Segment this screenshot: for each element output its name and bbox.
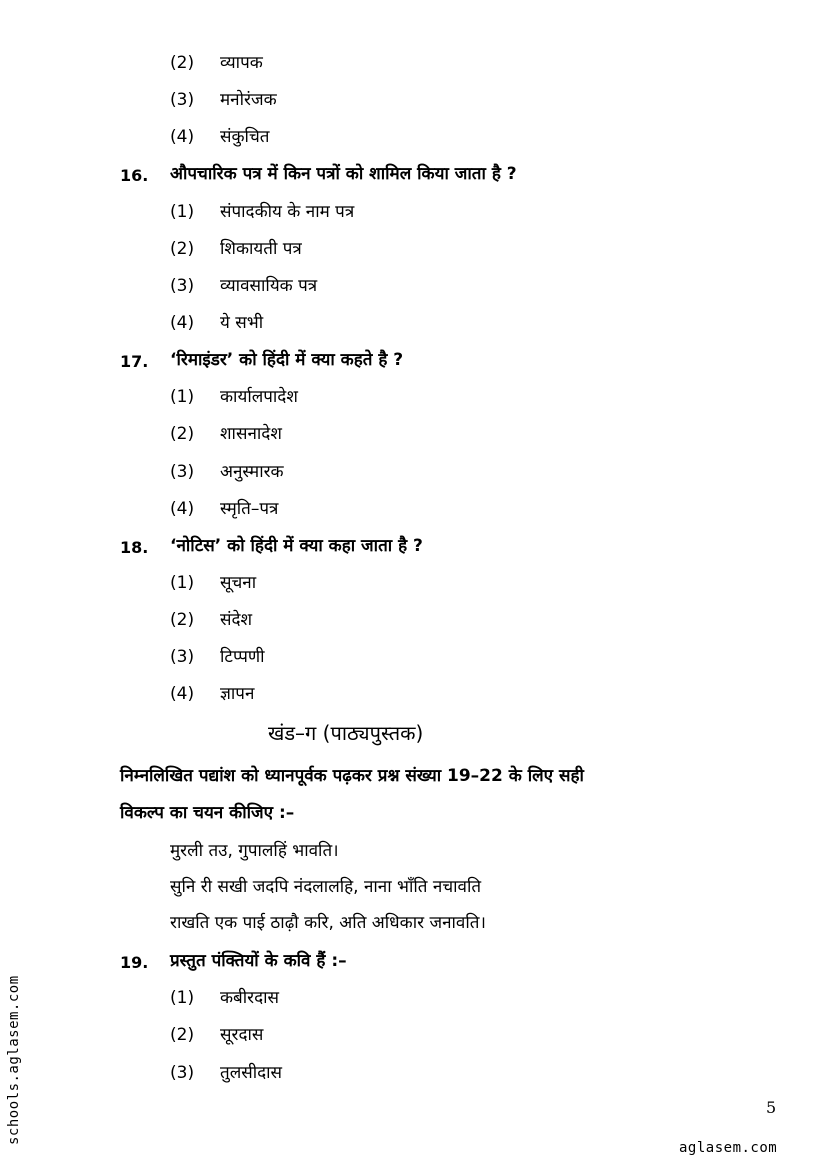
page-number: 5: [766, 1098, 777, 1117]
option-text: मनोरंजक: [220, 90, 277, 110]
option-number: (1): [170, 202, 195, 222]
option-number: (2): [170, 239, 195, 259]
watermark-bottom: aglasem.com: [679, 1140, 778, 1156]
option-text: ज्ञापन: [220, 684, 255, 704]
option-number: (2): [170, 610, 195, 630]
option-number: (2): [170, 53, 195, 73]
question-number: 18.: [120, 538, 149, 557]
option-text: अनुस्मारक: [220, 462, 284, 482]
option-text: शिकायती पत्र: [220, 239, 302, 259]
option-number: (4): [170, 684, 195, 704]
instruction-line: निम्नलिखित पद्यांश को ध्यानपूर्वक पढ़कर प्रश्न संख्या 19–22 के लिए सही: [120, 766, 584, 786]
option-number: (3): [170, 90, 195, 110]
option-text: व्यावसायिक पत्र: [220, 276, 318, 296]
option-number: (3): [170, 462, 195, 482]
watermark-side: schools.aglasem.com: [6, 975, 22, 1145]
option-number: (2): [170, 1025, 195, 1045]
section-heading: खंड–ग (पाठ्यपुस्तक): [268, 721, 424, 745]
option-text: संकुचित: [220, 127, 270, 147]
option-text: तुलसीदास: [220, 1063, 283, 1083]
option-text: टिप्पणी: [220, 647, 265, 667]
option-number: (3): [170, 1063, 195, 1083]
option-text: कबीरदास: [220, 988, 280, 1008]
question-text: औपचारिक पत्र में किन पत्रों को शामिल किया जाता है ?: [170, 164, 517, 184]
option-text: सूरदास: [220, 1025, 264, 1045]
option-text: व्यापक: [220, 53, 263, 73]
verse-line: राखति एक पाई ठाढ़ौ करि, अति अधिकार जनावति।: [170, 913, 486, 933]
option-number: (4): [170, 499, 195, 519]
verse-line: सुनि री सखी जदपि नंदलालहि, नाना भाँति नचावति: [170, 877, 482, 897]
question-text: ‘नोटिस’ को हिंदी में क्या कहा जाता है ?: [170, 536, 423, 556]
option-text: कार्यालपादेश: [220, 387, 298, 407]
question-number: 16.: [120, 166, 149, 185]
option-number: (4): [170, 127, 195, 147]
option-text: सूचना: [220, 573, 257, 593]
option-text: शासनादेश: [220, 424, 282, 444]
option-number: (1): [170, 387, 195, 407]
instruction-line: विकल्प का चयन कीजिए :–: [120, 803, 295, 823]
option-number: (2): [170, 424, 195, 444]
option-text: संपादकीय के नाम पत्र: [220, 202, 355, 222]
option-number: (3): [170, 276, 195, 296]
option-number: (4): [170, 313, 195, 333]
option-text: संदेश: [220, 610, 253, 630]
question-text: प्रस्तुत पंक्तियों के कवि हैं :–: [170, 951, 347, 971]
option-number: (1): [170, 988, 195, 1008]
option-text: स्मृति–पत्र: [220, 499, 279, 519]
question-text: ‘रिमाइंडर’ को हिंदी में क्या कहते है ?: [170, 350, 404, 370]
verse-line: मुरली तउ, गुपालहिं भावति।: [170, 841, 339, 861]
option-text: ये सभी: [220, 313, 264, 333]
question-number: 17.: [120, 352, 149, 371]
question-number: 19.: [120, 953, 149, 972]
option-number: (3): [170, 647, 195, 667]
option-number: (1): [170, 573, 195, 593]
